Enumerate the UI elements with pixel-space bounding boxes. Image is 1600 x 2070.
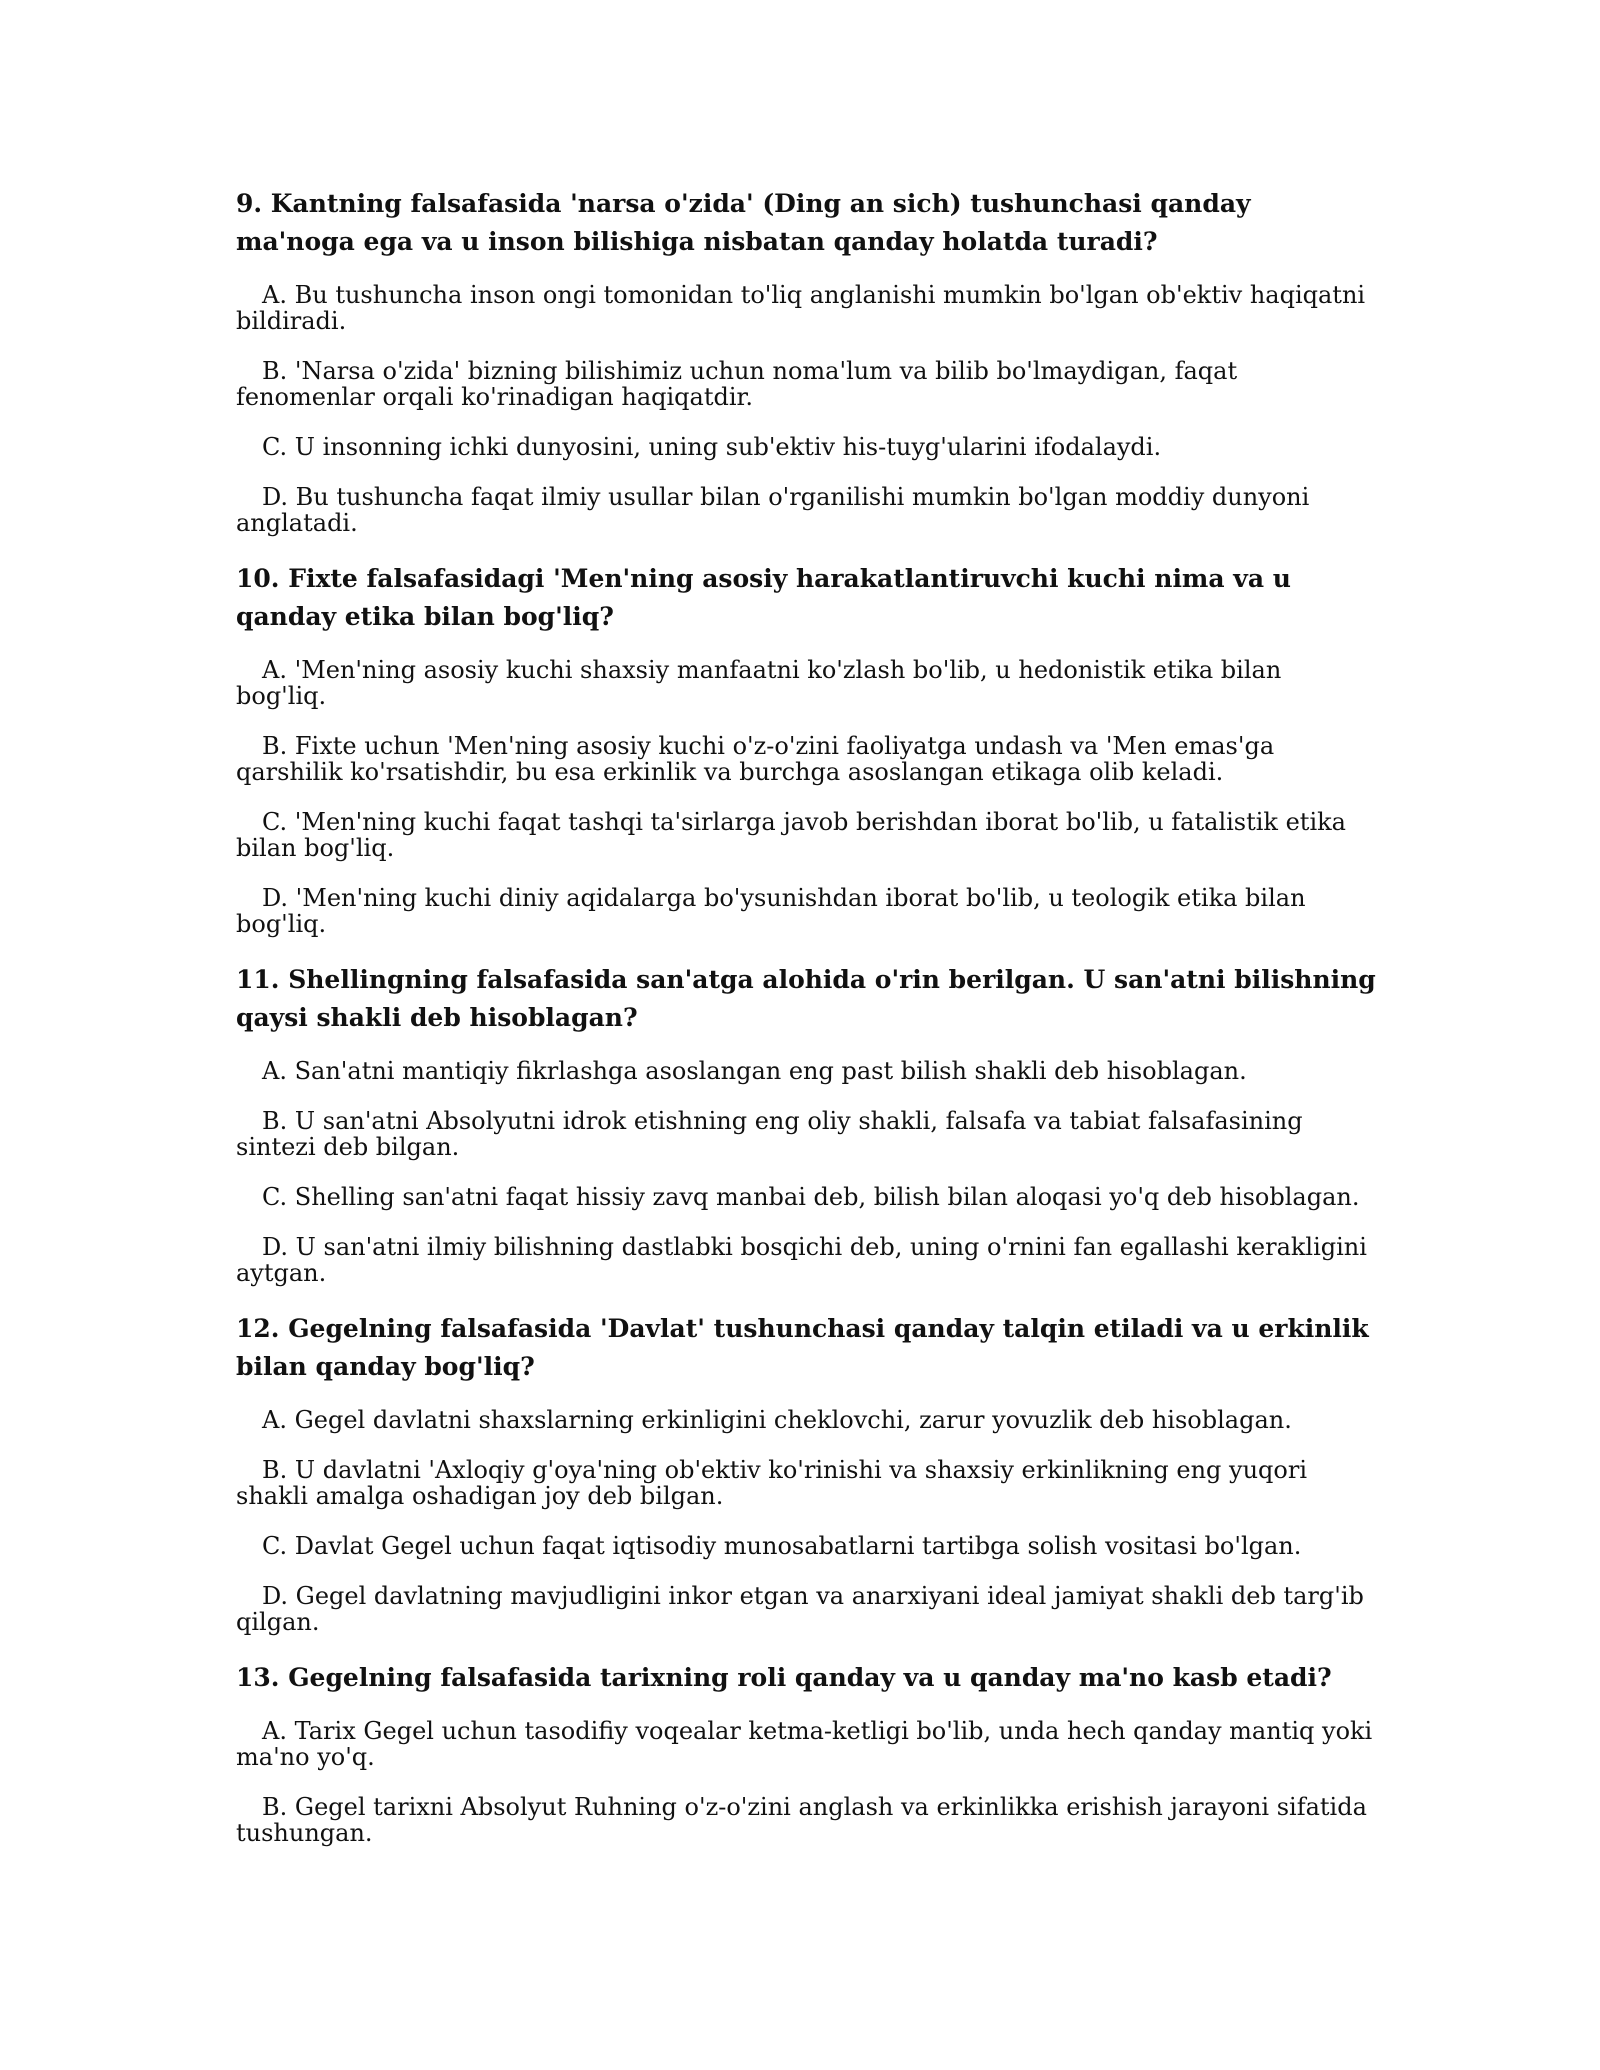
option-c: C. 'Men'ning kuchi faqat tashqi ta'sirlarga javob berishdan iborat bo'lib, u fatalistik etika bilan bog'liq.	[236, 808, 1346, 862]
question-title: 10. Fixte falsafasidagi 'Men'ning asosiy harakatlantiruvchi kuchi nima va u qanday etika bilan bog'liq?	[236, 564, 1291, 631]
option-b: B. Fixte uchun 'Men'ning asosiy kuchi o'z-o'zini faoliyatga undash va 'Men emas'ga qarshilik ko'rsatishdir, bu esa erkinlik va burchga asoslangan etikaga olib keladi.	[236, 732, 1275, 786]
option-a: A. Tarix Gegel uchun tasodifiy voqealar ketma-ketligi bo'lib, unda hech qanday mantiq yoki ma'no yo'q.	[236, 1717, 1373, 1771]
option-c: C. U insonning ichki dunyosini, uning sub'ektiv his-tuyg'ularini ifodalaydi.	[262, 433, 1162, 461]
question-9	[236, 185, 1376, 536]
question-title: 11. Shellingning falsafasida san'atga alohida o'rin berilgan. U san'atni bilishning qaysi shakli deb hisoblagan?	[236, 965, 1376, 1032]
question-title: 9. Kantning falsafasida 'narsa o'zida' (Ding an sich) tushunchasi qanday ma'noga ega va u inson bilishiga nisbatan qanday holatda turadi?	[236, 189, 1251, 256]
option-d: D. U san'atni ilmiy bilishning dastlabki bosqichi deb, uning o'rnini fan egallashi kerakligini aytgan.	[236, 1233, 1367, 1287]
question-13	[236, 1659, 1376, 1846]
option-d: D. 'Men'ning kuchi diniy aqidalarga bo'ysunishdan iborat bo'lib, u teologik etika bilan bog'liq.	[236, 884, 1306, 938]
option-a: A. San'atni mantiqiy fikrlashga asoslangan eng past bilish shakli deb hisoblagan.	[262, 1057, 1247, 1085]
option-b: B. Gegel tarixni Absolyut Ruhning o'z-o'zini anglash va erkinlikka erishish jarayoni sifatida tushungan.	[236, 1793, 1367, 1847]
option-b: B. U davlatni 'Axloqiy g'oya'ning ob'ektiv ko'rinishi va shaxsiy erkinlikning eng yuqori shakli amalga oshadigan joy deb bilgan.	[236, 1456, 1308, 1510]
option-c: C. Shelling san'atni faqat hissiy zavq manbai deb, bilish bilan aloqasi yo'q deb hisoblagan.	[262, 1183, 1360, 1211]
question-10	[236, 560, 1376, 937]
question-title: 13. Gegelning falsafasida tarixning roli qanday va u qanday ma'no kasb etadi?	[236, 1663, 1332, 1692]
option-a: A. Gegel davlatni shaxslarning erkinligini cheklovchi, zarur yovuzlik deb hisoblagan.	[262, 1406, 1292, 1434]
question-11	[236, 961, 1376, 1286]
option-a: A. 'Men'ning asosiy kuchi shaxsiy manfaatni ko'zlash bo'lib, u hedonistik etika bilan bog'liq.	[236, 656, 1282, 710]
document-page	[236, 185, 1376, 1870]
option-d: D. Bu tushuncha faqat ilmiy usullar bilan o'rganilishi mumkin bo'lgan moddiy dunyoni anglatadi.	[236, 483, 1310, 537]
option-b: B. 'Narsa o'zida' bizning bilishimiz uchun noma'lum va bilib bo'lmaydigan, faqat fenomenlar orqali ko'rinadigan haqiqatdir.	[236, 357, 1238, 411]
option-a: A. Bu tushuncha inson ongi tomonidan to'liq anglanishi mumkin bo'lgan ob'ektiv haqiqatni bildiradi.	[236, 281, 1366, 335]
question-12	[236, 1310, 1376, 1635]
option-c: C. Davlat Gegel uchun faqat iqtisodiy munosabatlarni tartibga solish vositasi bo'lgan.	[262, 1532, 1302, 1560]
option-d: D. Gegel davlatning mavjudligini inkor etgan va anarxiyani ideal jamiyat shakli deb targ'ib qilgan.	[236, 1582, 1364, 1636]
question-title: 12. Gegelning falsafasida 'Davlat' tushunchasi qanday talqin etiladi va u erkinlik bilan qanday bog'liq?	[236, 1314, 1369, 1381]
option-b: B. U san'atni Absolyutni idrok etishning eng oliy shakli, falsafa va tabiat falsafasining sintezi deb bilgan.	[236, 1107, 1303, 1161]
